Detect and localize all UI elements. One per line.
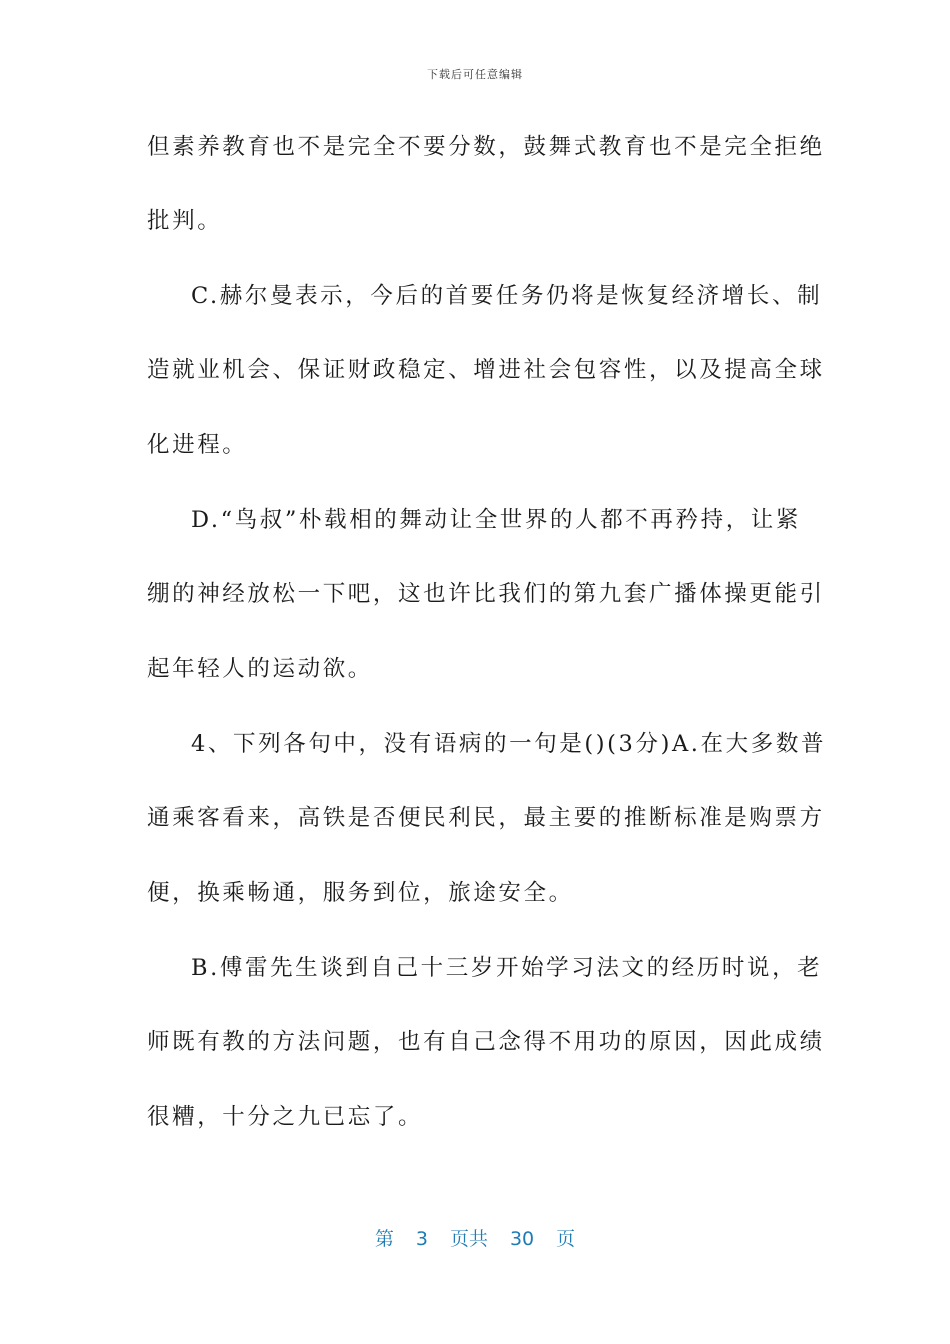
text-line: B.傅雷先生谈到自己十三岁开始学习法文的经历时说，老 — [191, 955, 823, 981]
text-line: 师既有教的方法问题，也有自己念得不用功的原因，因此成绩 — [147, 1029, 825, 1055]
footer-suffix: 页 — [556, 1228, 576, 1250]
text-line: 便，换乘畅通，服务到位，旅途安全。 — [147, 880, 574, 906]
text-line: 起年轻人的运动欲。 — [147, 656, 373, 682]
footer-prefix: 第 — [374, 1228, 394, 1250]
text-line: 很糟，十分之九已忘了。 — [147, 1104, 424, 1130]
text-line: 批判。 — [147, 208, 223, 234]
text-line: 造就业机会、保证财政稳定、增进社会包容性，以及提高全球 — [147, 357, 825, 383]
page-header: 下载后可任意编辑 — [427, 68, 523, 81]
page-footer — [0, 1224, 950, 1251]
text-line: 化进程。 — [147, 432, 248, 458]
text-line: D.“鸟叔”朴载相的舞动让全世界的人都不再矜持，让紧 — [191, 507, 801, 533]
text-line: 但素养教育也不是完全不要分数，鼓舞式教育也不是完全拒绝 — [147, 134, 825, 160]
text-line: 通乘客看来，高铁是否便民利民，最主要的推断标准是购票方 — [147, 805, 825, 831]
text-line: 4、下列各句中，没有语病的一句是()(3分)A.在大多数普 — [191, 731, 827, 757]
text-line: C.赫尔曼表示，今后的首要任务仍将是恢复经济增长、制 — [191, 283, 823, 309]
text-line: 绷的神经放松一下吧，这也许比我们的第九套广播体操更能引 — [147, 581, 825, 607]
footer-total-pages: 30 — [509, 1228, 535, 1250]
footer-mid: 页共 — [449, 1228, 488, 1250]
footer-page-number: 3 — [415, 1228, 428, 1250]
